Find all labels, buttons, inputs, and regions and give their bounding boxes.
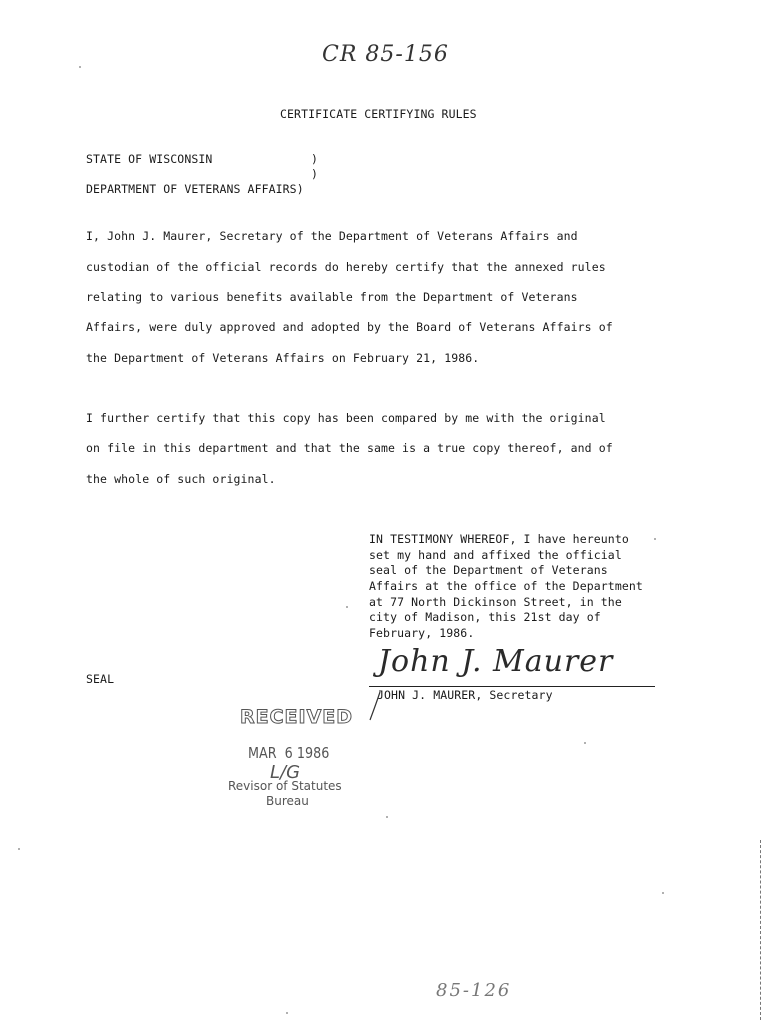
seal-label: SEAL [86,672,115,686]
testimony-line: IN TESTIMONY WHEREOF, I have hereunto [369,532,629,546]
scan-speck [346,606,348,608]
stamp-date: MAR 6 1986 [248,744,330,762]
signature-tail-stroke [366,690,386,724]
paragraph-line: Affairs, were duly approved and adopted by the Board of Veterans Affairs of [86,320,613,334]
stamp-received: RECEIVED [240,706,354,728]
testimony-line: seal of the Department of Veterans [369,563,608,577]
testimony-line: February, 1986. [369,626,475,640]
stamp-bureau: Bureau [266,794,309,808]
signature-printed-name: JOHN J. MAURER, Secretary [377,688,553,702]
paragraph-line: I, John J. Maurer, Secretary of the Department of Veterans Affairs and [86,229,578,243]
handwritten-ref-top: CR 85-156 [322,42,449,67]
paragraph-line: on file in this department and that the same is a true copy thereof, and of [86,441,613,455]
paragraph-line: relating to various benefits available from the Department of Veterans [86,290,578,304]
stamp-initials: L/G [270,762,301,783]
handwritten-signature: John J. Maurer [378,644,614,679]
scan-speck [386,816,388,818]
paragraph-line: the Department of Veterans Affairs on February 21, 1986. [86,351,480,365]
paragraph-line: custodian of the official records do hereby certify that the annexed rules [86,260,606,274]
scan-speck [662,892,664,894]
paragraph-line: I further certify that this copy has been compared by me with the original [86,411,606,425]
scan-edge-line [760,840,761,1020]
testimony-line: Affairs at the office of the Department [369,579,643,593]
caption-state: STATE OF WISCONSIN [86,152,213,166]
signature-line [369,686,655,687]
scan-speck [654,538,656,540]
caption-bracket-1: ) [311,152,319,166]
document-title: CERTIFICATE CERTIFYING RULES [280,107,477,121]
testimony-line: city of Madison, this 21st day of [369,610,601,624]
testimony-line: set my hand and affixed the official [369,548,622,562]
testimony-line: at 77 North Dickinson Street, in the [369,595,622,609]
scan-speck [18,848,20,850]
caption-bracket-2: ) [311,167,319,181]
scan-speck [584,742,586,744]
scan-speck [286,1012,288,1014]
paragraph-line: the whole of such original. [86,472,276,486]
stamp-revisor: Revisor of Statutes [228,779,342,793]
handwritten-ref-bottom: 85-126 [436,980,512,1001]
scan-speck [79,66,81,68]
caption-department: DEPARTMENT OF VETERANS AFFAIRS) [86,182,304,196]
